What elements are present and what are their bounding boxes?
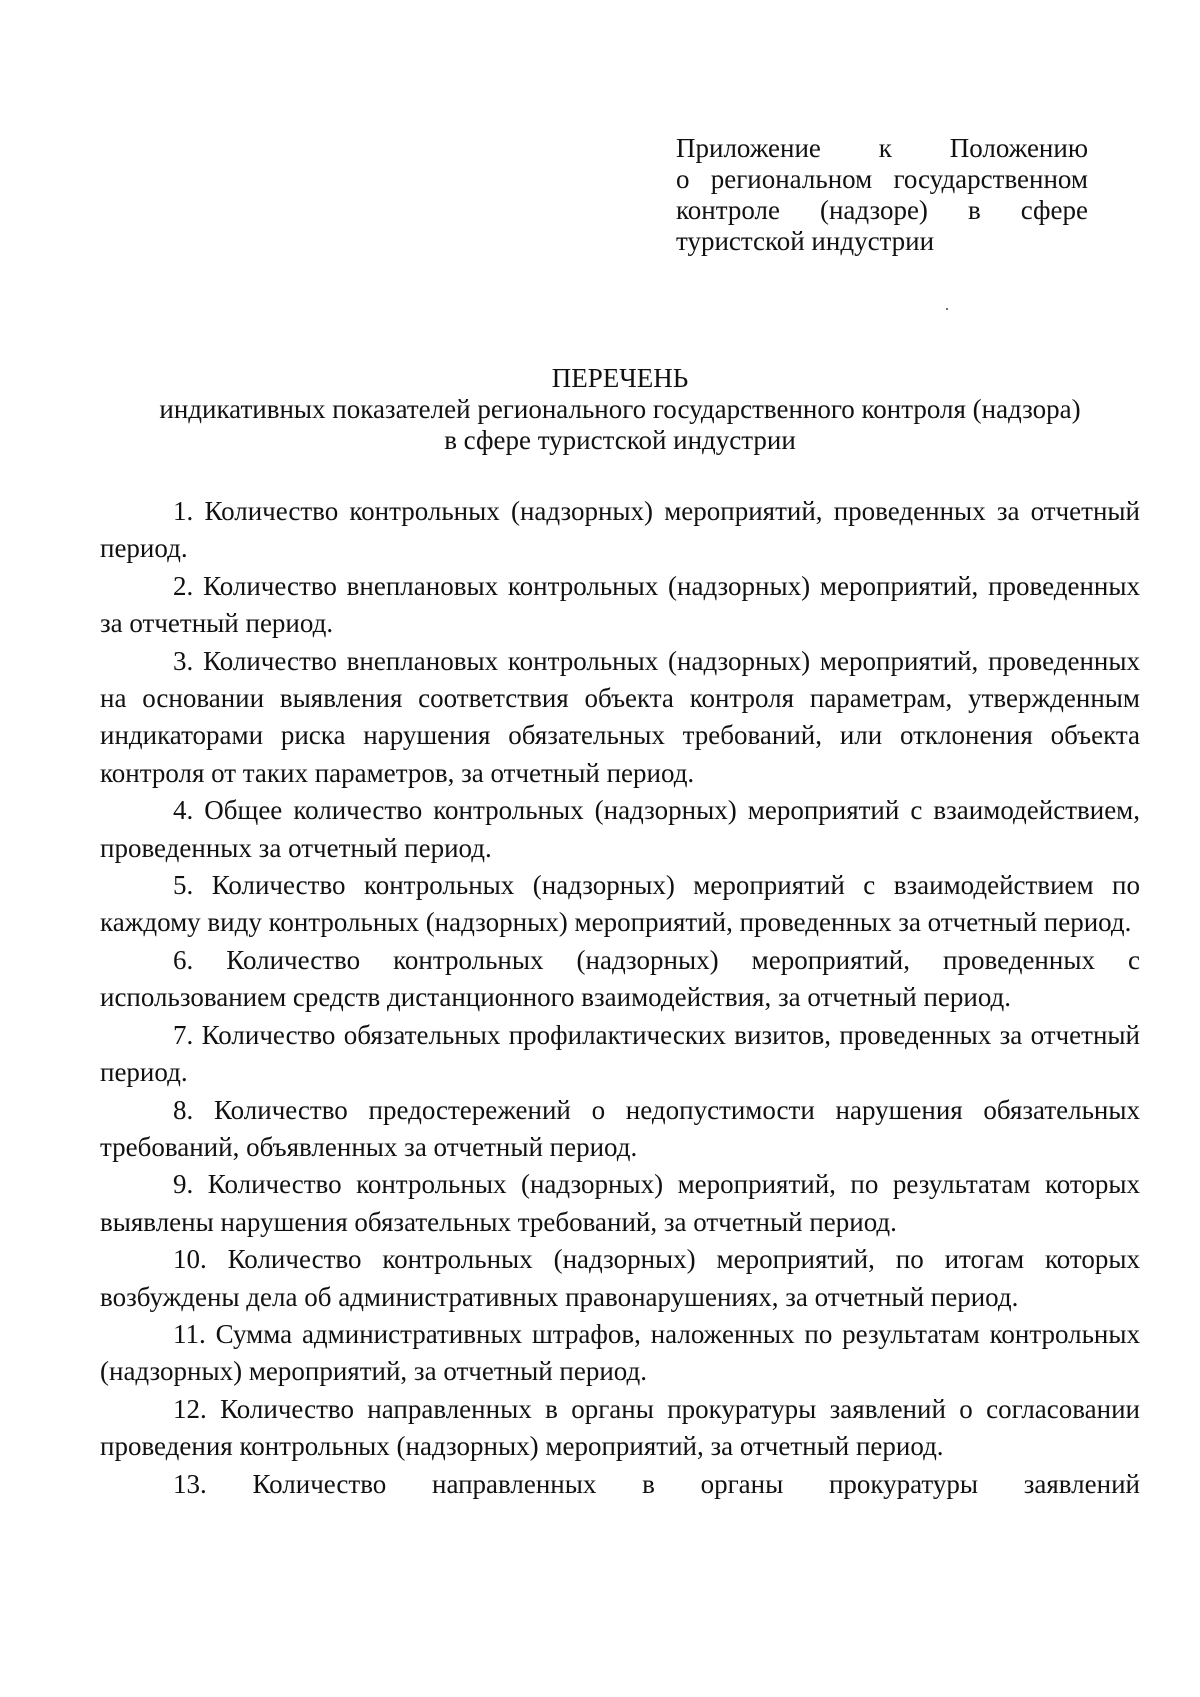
list-item xyxy=(100,1166,1140,1241)
item-number: 7. xyxy=(173,1019,194,1050)
document-heading: ПЕРЕЧЕНЬ xyxy=(551,363,689,393)
list-item xyxy=(100,1466,1140,1503)
item-number: 3. xyxy=(173,645,194,676)
list-item xyxy=(100,942,1140,1017)
item-number: 10. xyxy=(173,1244,207,1275)
list-item xyxy=(100,493,1140,568)
scan-speck xyxy=(946,308,948,310)
item-text: Количество внеплановых контрольных (надзорных) мероприятий, проведенных на основании выявления соответствия объекта контроля параметрам, утвержденным индикаторами риска нарушения обязательных требований, или отклонения объекта контроля от таких параметров, за отчетный период. xyxy=(100,645,1141,788)
appendix-note-line: о региональном государственном xyxy=(676,164,1088,194)
item-number: 5. xyxy=(173,870,194,901)
indicator-list xyxy=(100,493,1140,1503)
item-number: 1. xyxy=(173,496,194,526)
item-text: Количество контрольных (надзорных) мероприятий, проведенных с использованием средств дистанционного взаимодействия, за отчетный период. xyxy=(100,944,1140,1013)
appendix-note-line: туристской индустрии xyxy=(676,226,935,256)
item-text: Количество обязательных профилактических визитов, проведенных за отчетный период. xyxy=(100,1019,1140,1088)
item-number: 2. xyxy=(173,570,194,601)
list-item xyxy=(100,643,1140,793)
item-number: 11. xyxy=(173,1318,206,1349)
title-block xyxy=(100,363,1140,456)
list-item xyxy=(100,867,1140,942)
item-text: Количество направленных в органы прокуратуры заявлений xyxy=(252,1468,1140,1499)
item-text: Количество контрольных (надзорных) мероприятий, проведенных за отчетный период. xyxy=(100,496,1141,564)
item-number: 8. xyxy=(173,1094,194,1125)
item-number: 9. xyxy=(173,1169,194,1200)
item-number: 12. xyxy=(173,1393,207,1424)
list-item xyxy=(100,1241,1140,1316)
item-text: Количество контрольных (надзорных) мероприятий, по результатам которых выявлены нарушения обязательных требований, за отчетный период. xyxy=(100,1169,1140,1237)
item-number: 6. xyxy=(173,944,194,975)
item-text: Количество направленных в органы прокуратуры заявлений о согласовании проведения контрольных (надзорных) мероприятий, за отчетный период. xyxy=(100,1393,1140,1462)
list-item xyxy=(100,792,1140,867)
list-item xyxy=(100,1017,1140,1092)
item-text: Общее количество контрольных (надзорных) мероприятий с взаимодействием, проведенных за отчетный период. xyxy=(100,795,1141,863)
document-subtitle-line-1: индикативных показателей регионального государственного контроля (надзора) xyxy=(159,394,1081,424)
item-text: Сумма административных штрафов, наложенных по результатам контрольных (надзорных) мероприятий, за отчетный период. xyxy=(100,1318,1140,1387)
list-item xyxy=(100,568,1140,643)
list-item xyxy=(100,1316,1140,1391)
item-number: 13. xyxy=(173,1468,207,1499)
item-text: Количество предостережений о недопустимости нарушения обязательных требований, объявленных за отчетный период. xyxy=(100,1094,1140,1162)
item-text: Количество контрольных (надзорных) мероприятий, по итогам которых возбуждены дела об административных правонарушениях, за отчетный период. xyxy=(100,1244,1140,1312)
appendix-note xyxy=(676,133,1088,257)
list-item xyxy=(100,1092,1140,1167)
item-text: Количество контрольных (надзорных) мероприятий с взаимодействием по каждому виду контрольных (надзорных) мероприятий, проведенных за отчетный период. xyxy=(100,870,1141,938)
appendix-note-line: Приложение к Положению xyxy=(676,133,1088,163)
appendix-note-line: контроле (надзоре) в сфере xyxy=(676,195,1088,225)
item-text: Количество внеплановых контрольных (надзорных) мероприятий, проведенных за отчетный период. xyxy=(100,570,1141,639)
document-subtitle-line-2: в сфере туристской индустрии xyxy=(444,425,796,455)
item-number: 4. xyxy=(173,795,194,826)
list-item xyxy=(100,1391,1140,1466)
